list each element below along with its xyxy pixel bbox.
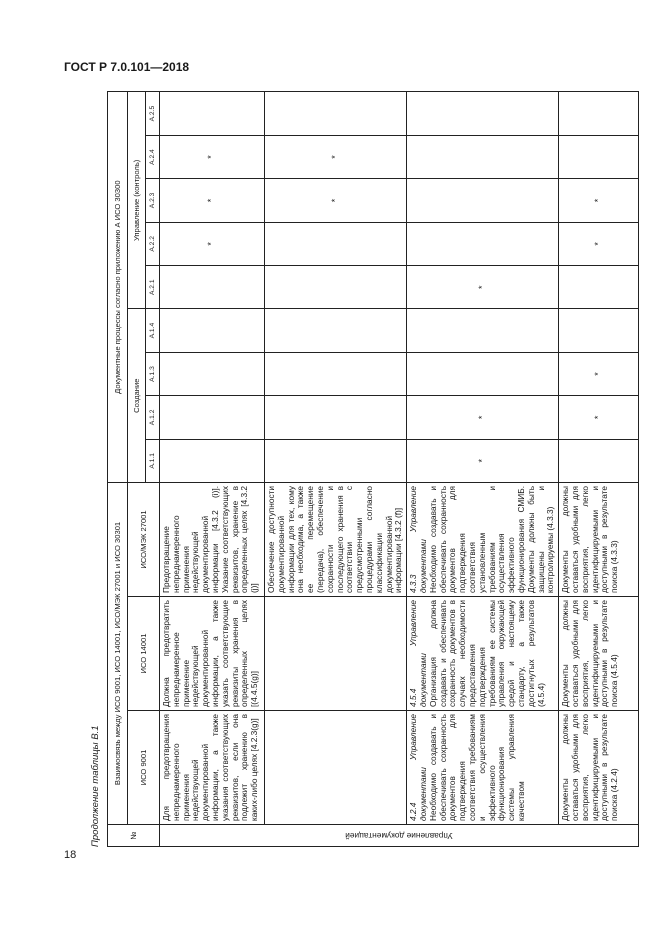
- process-mark: *: [265, 179, 407, 222]
- process-mark: [265, 396, 407, 439]
- process-mark: *: [160, 135, 265, 178]
- processes-header: Документные процессы согласно приложению А ИСО 30300: [108, 92, 128, 483]
- cell-iso27001: Документы должны оставаться удобными для восприятия, легко идентифицируемыми и доступными в результате поиска (4.3.3): [559, 482, 639, 596]
- cell-iso14001: [265, 597, 407, 711]
- cell-iso14001: Должна предотвратить непреднамеренное применение недействующей документированной информации, а также указать соответствующие реквизиты хранения в определенных целях [(4.4.5(g)]: [160, 597, 265, 711]
- process-code: А.2.5: [146, 92, 160, 136]
- col-header-no: №: [108, 825, 160, 847]
- process-mark: *: [559, 352, 639, 395]
- table-row: [265, 92, 407, 847]
- process-mark: [265, 352, 407, 395]
- process-mark: *: [407, 266, 559, 309]
- process-mark: *: [160, 179, 265, 222]
- process-mark: [160, 92, 265, 136]
- table-row: [160, 92, 265, 847]
- process-code: А.2.4: [146, 135, 160, 178]
- process-mark: [559, 266, 639, 309]
- process-mark: [559, 135, 639, 178]
- section-cell: [160, 825, 639, 847]
- cell-iso27001: [407, 482, 559, 596]
- process-mark: *: [265, 135, 407, 178]
- process-mark: [160, 309, 265, 352]
- process-mark: *: [559, 179, 639, 222]
- clause-title: 4.3.3 Управление документами: [408, 485, 428, 593]
- process-mark: [407, 309, 559, 352]
- table-row: [559, 92, 639, 847]
- process-mark: [160, 352, 265, 395]
- process-code: А.1.4: [146, 309, 160, 352]
- process-mark: [559, 439, 639, 482]
- section-label: Управление документацией: [345, 831, 453, 842]
- table-row: [407, 92, 559, 847]
- process-mark: [559, 92, 639, 136]
- process-code: А.2.1: [146, 266, 160, 309]
- process-code: А.1.3: [146, 352, 160, 395]
- clause-text: Необходимо создавать и обеспечивать сохранность документов для подтверждения соответствия установленным требованиям и осуществления эффективного функционирования СМИБ. Документы должны быть защищены и контролируемы (4.3.3): [427, 485, 556, 593]
- process-mark: [265, 439, 407, 482]
- process-mark: [407, 135, 559, 178]
- process-mark: [160, 266, 265, 309]
- cell-iso9001: Документы должны оставаться удобными для восприятия, легко идентифицируемыми и доступными в результате поиска (4.2.4): [559, 711, 639, 825]
- process-mark: [407, 179, 559, 222]
- process-mark: *: [160, 222, 265, 265]
- process-mark: *: [407, 396, 559, 439]
- clause-text: Организация должна создавать и обеспечивать сохранность документов в случаях необходимости предоставления подтверждения требованиям ее системы управления окружающей средой и настоящему стандарту, а также достигнутых результатов (4.5.4): [427, 600, 546, 707]
- col-header-iso9001: ИСО 9001: [128, 711, 160, 825]
- clause-title: 4.2.4 Управление документами: [408, 714, 428, 821]
- cell-iso14001: Документы должны оставаться удобными для восприятия, легко идентифицируемыми и доступными в результате поиска (4.5.4): [559, 597, 639, 711]
- process-mark: [265, 309, 407, 352]
- process-mark: [160, 396, 265, 439]
- correspondence-table: [107, 91, 639, 847]
- relation-header: Взаимосвязь между ИСО 9001, ИСО 14001, ИСО/МЭК 27001 и ИСО 30301: [108, 482, 128, 824]
- process-mark: [559, 309, 639, 352]
- cell-iso14001: [407, 597, 559, 711]
- cell-iso27001: Обеспечение доступности документированной информации для тех, кому она необходима, а также ее перемещение (передача), обеспечение сохранности и последующего хранения в соответствии с предусмотренными процедурами согласно классификации документированной информации [4.3.2 (f)]: [265, 482, 407, 596]
- col-header-iso14001: ИСО 14001: [128, 597, 160, 711]
- page-number: 18: [64, 849, 77, 861]
- process-mark: [265, 266, 407, 309]
- rotated-table-area: [87, 92, 620, 847]
- process-mark: [407, 92, 559, 136]
- rotated-table-content: [87, 92, 620, 847]
- process-mark: *: [407, 439, 559, 482]
- clause-title: 4.5.4 Управление документами: [408, 600, 428, 707]
- process-mark: [407, 222, 559, 265]
- cell-iso9001: [265, 711, 407, 825]
- process-mark: [265, 92, 407, 136]
- group-control: Управление (контроль): [128, 92, 146, 309]
- process-mark: [265, 222, 407, 265]
- process-code: А.1.1: [146, 439, 160, 482]
- process-mark: *: [559, 222, 639, 265]
- col-header-iso27001: ИСО/МЭК 27001: [128, 482, 160, 596]
- process-mark: [407, 352, 559, 395]
- process-code: А.2.2: [146, 222, 160, 265]
- cell-iso9001: Для предотвращения непреднамеренного применения недействующей документированной информации, а также указания соответствующих реквизитов, если она подлежит хранению в каких-либо целях [4.2.3(g)]: [160, 711, 265, 825]
- clause-text: Необходимо создавать и обеспечивать сохранность документов для подтверждения соответствия требованиям и осуществления эффективного функционирования системы управления качеством: [427, 714, 526, 821]
- process-mark: [160, 439, 265, 482]
- process-code: А.1.2: [146, 396, 160, 439]
- process-code: А.2.3: [146, 179, 160, 222]
- document-header: ГОСТ Р 7.0.101—2018: [64, 60, 190, 74]
- group-creation: Создание: [128, 309, 146, 483]
- process-mark: *: [559, 396, 639, 439]
- cell-iso9001: [407, 711, 559, 825]
- table-caption: Продолжение таблицы В.1: [90, 725, 101, 847]
- cell-iso27001: Предотвращение непреднамеренного применения недействующей документированной информации [4.3.2 (i)]. Указание соответствующих реквизитов, хранение в определенных целях [4.3.2 (j)]: [160, 482, 265, 596]
